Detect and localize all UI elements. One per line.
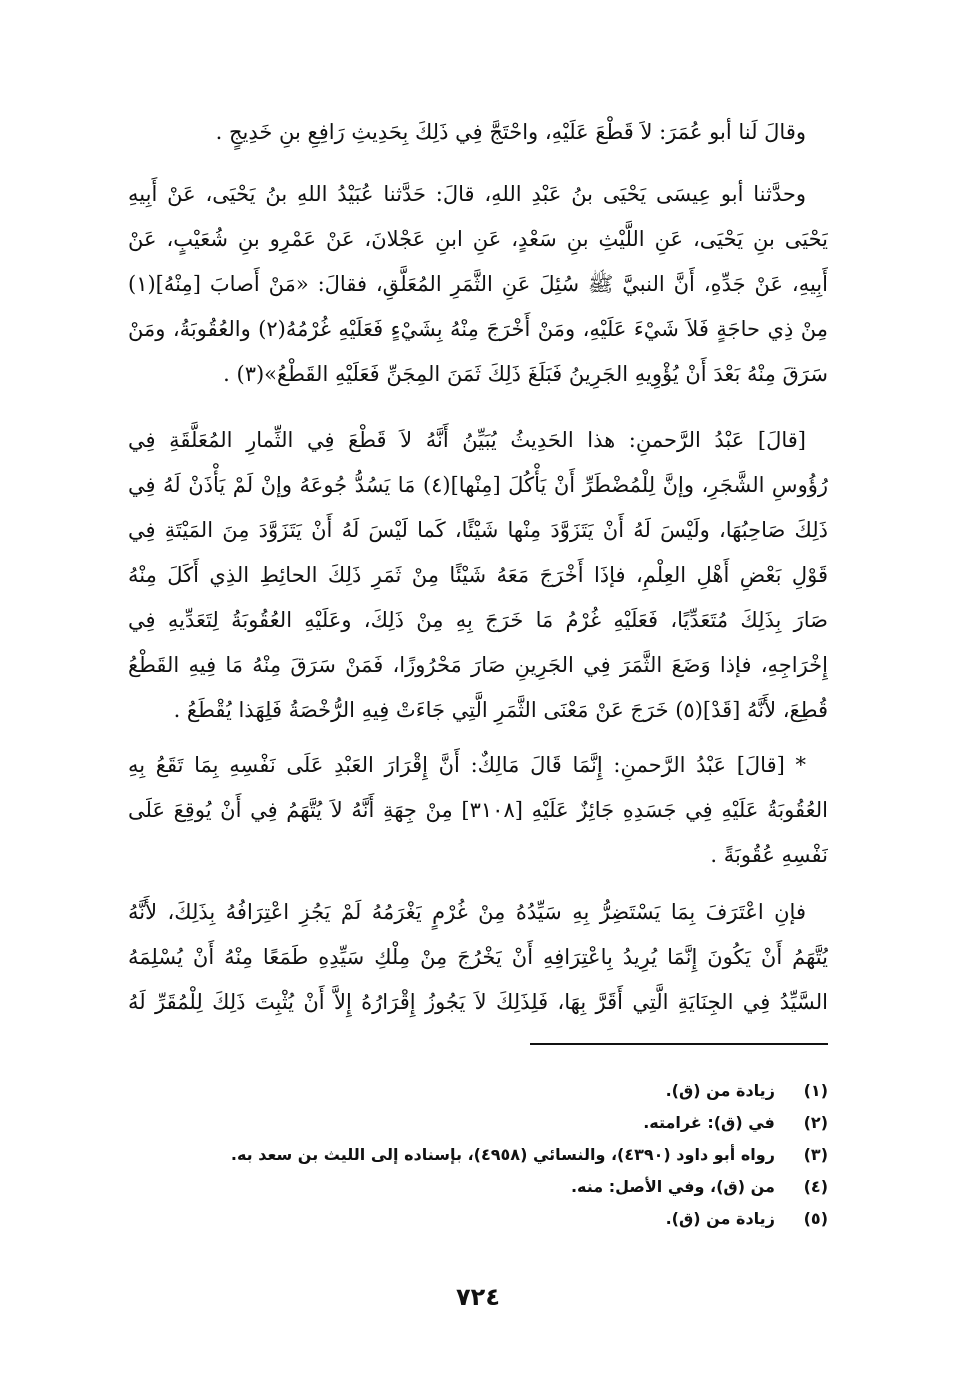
paragraph-abd-al-rahman-commentary [128, 418, 828, 733]
footnote-item [128, 1203, 828, 1235]
text-line: سَرَقَ مِنْهُ بَعْدَ أَنْ يُؤْوِيهِ الجَرِينُ فَبَلَغَ ذَلِكَ ثَمَنَ المِجَنِّ فَعَلَيْهِ القَطْعُ»(٣) . [223, 362, 828, 386]
footnote-number: (٢) [803, 1113, 828, 1132]
text-line: نَفْسِهِ عُقُوبَةً . [710, 843, 828, 867]
footnote-text: زيادة من (ق). [665, 1209, 775, 1228]
footnote-item [128, 1139, 828, 1171]
paragraph-abu-umar [128, 110, 828, 155]
footnote-text: من (ق)، وفي الأصل: منه. [570, 1177, 775, 1196]
footnote-text: رواه أبو داود (٤٣٩٠)، والنسائي (٤٩٥٨)، بإسناده إلى الليث بن سعد به. [230, 1145, 775, 1164]
footnote-item [128, 1075, 828, 1107]
footnotes [128, 1075, 828, 1235]
text-line: رُؤُوسِ الشَّجَرِ، وإنَّ لِلْمُضْطَرِّ أَنْ يَأْكُلَ [مِنْها](٤) مَا يَسُدُّ جُوعَهُ وإنْ لَمْ يَأْذَنْ لَهُ فِي [128, 473, 828, 497]
footnote-separator [530, 1043, 828, 1045]
footnote-item [128, 1171, 828, 1203]
text-line: يُتَّهَمُ أَنْ يَكُونَ إِنَّمَا يُرِيدُ بِاعْتِرَافِهِ أَنْ يَخْرُجَ مِنْ مِلْكِ سَيِّدِهِ طَمَعًا مِنْهُ أَنْ يُسْلِمَهُ [128, 945, 828, 969]
text-line: قُطِعَ، لأَنَّهُ [قَدْ](٥) خَرَجَ عَنْ مَعْنَى الثَّمَرِ الَّتِي جَاءَتْ فِيهِ الرُّخْصَةُ فَلِهَذا يُقْطَعُ . [173, 698, 828, 722]
text-line: إِخْرَاجِهِ، فإذا وَضَعَ الثَّمَرَ فِي الجَرِينِ صَارَ مَحْرُوزًا، فَمَنْ سَرَقَ مِنْهُ مَا فِيهِ القَطْعُ [128, 653, 828, 677]
paragraph-slave-confession [128, 743, 828, 878]
text-line: [قالَ] عَبْدُ الرَّحمنِ: هذا الحَدِيثُ يُبَيِّنُ أَنَّهُ لاَ قَطْعَ فِي الثِّمارِ المُعَلَّقَةِ فِي [128, 428, 806, 452]
text-line: وحدَّثنا أبو عِيسَى يَحْيَى بنُ عَبْدِ اللهِ، قالَ: حَدَّثنا عُبَيْدُ اللهِ بنُ يَحْيَى، عَنْ أَبِيهِ [128, 182, 806, 206]
text-line: صَارَ بِذَلِكَ مُتَعَدِّيًا، فَعَلَيْهِ غُرْمُ مَا خَرَجَ بِهِ مِنْ ذَلِكَ، وعَلَيْهِ العُقُوبَةُ لِتَعَدِّيهِ فِي [128, 608, 828, 632]
text-line: ذَلِكَ صَاحِبُهَا، ولَيْسَ لَهُ أَنْ يَتَزَوَّدَ مِنْها شَيْئًا، كَما لَيْسَ لَهُ أَنْ يَتَزَوَّدَ مِنَ المَيْتَةِ فِي [128, 518, 828, 542]
footnote-text: زيادة من (ق). [665, 1081, 775, 1100]
footnote-item [128, 1107, 828, 1139]
footnote-text: في (ق): غرامته. [643, 1113, 775, 1132]
text-line: يَحْيَى بنِ يَحْيَى، عَنِ اللَّيْثِ بنِ سَعْدٍ، عَنِ ابنِ عَجْلانَ، عَنْ عَمْرِو بنِ شُعَيْبٍ، عَنْ [128, 227, 828, 251]
footnote-number: (٣) [803, 1145, 828, 1164]
text-line: أَبِيهِ، عَنْ جَدِّهِ، أَنَّ النبيَّ ﷺ سُئِلَ عَنِ الثَّمَرِ المُعَلَّقِ، فقالَ: «مَنْ أَصابَ [مِنْهُ](١) [128, 272, 828, 296]
footnote-number: (٤) [803, 1177, 828, 1196]
text-line: مِنْ ذِي حاجَةٍ فَلاَ شَيْءَ عَلَيْهِ، ومَنْ أَخْرَجَ مِنْهُ بِشَيْءٍ فَعَلَيْهِ غُرْمُهُ(٢) والعُقُوبَةُ، ومَنْ [128, 317, 828, 341]
paragraph-confession-liability [128, 890, 828, 1025]
footnote-number: (١) [803, 1081, 828, 1100]
text-line: فإنِ اعْتَرَفَ بِمَا يَسْتَضِرُّ بِهِ سَيِّدُهُ مِنْ غُرْمٍ يَغْرَمُهُ لَمْ يَجُزِ اعْتِرَافُهُ بِذَلِكَ، لأَنَّهُ [128, 900, 806, 924]
text-line: قَوْلِ بَعْضِ أَهْلِ العِلْمِ، فإذَا أَخْرَجَ مَعَهُ شَيْئًا مِنْ ثَمَرِ ذَلِكَ الحائِطِ الذِي أَكَلَ مِنْهُ [128, 563, 828, 587]
footnote-number: (٥) [803, 1209, 828, 1228]
text-line: * [قالَ] عَبْدُ الرَّحمنِ: إِنَّمَا قَالَ مَالِكٌ: أَنَّ إِقْرَارَ العَبْدِ عَلَى نَفْسِهِ بِمَا تَقَعُ بِهِ [128, 753, 806, 777]
page-number: ٧٢٤ [456, 1283, 500, 1311]
text-line: السَّيِّدُ فِي الجِنَايَةِ الَّتِي أَقَرَّ بِهَا، فَلِذَلِكَ لاَ يَجُوزُ إِقْرَارُهُ إِلاَّ أَنْ يُثْبِتَ ذَلِكَ لِلْمُقَرِّ لَهُ [128, 990, 828, 1014]
paragraph-hadith-isnad [128, 172, 828, 397]
text-line: العُقُوبَةُ عَلَيْهِ فِي جَسَدِهِ جَائِزٌ عَلَيْهِ [٣١٠٨] مِنْ جِهَةِ أَنَّهُ لاَ يُتَّهَمُ فِي أَنْ يُوقِعَ عَلَى [128, 798, 828, 822]
text-line: وقالَ لَنا أبو عُمَرَ: لاَ قَطْعَ عَلَيْهِ، واحْتَجَّ فِي ذَلِكَ بِحَدِيثِ رَافِعِ بنِ خَدِيجٍ . [215, 120, 806, 144]
